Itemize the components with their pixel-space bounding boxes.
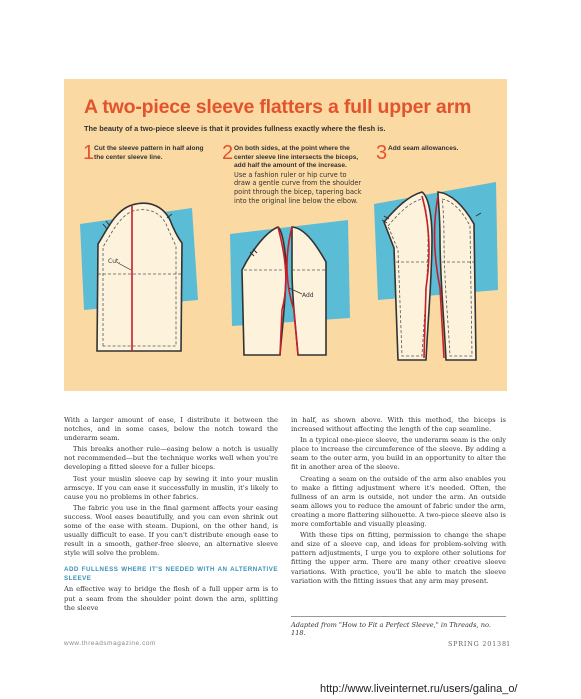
cut-label: Cut. bbox=[108, 258, 121, 265]
source-credit: Adapted from "How to Fit a Perfect Sleeve," in Threads, no. 118. bbox=[291, 616, 506, 637]
sleeve-diagram-2 bbox=[222, 210, 356, 382]
step-2-text bbox=[234, 145, 364, 205]
step-3-bold: Add seam allowances. bbox=[388, 145, 459, 152]
sleeve-diagram-1 bbox=[70, 196, 204, 378]
footer-website: www.threadsmagazine.com bbox=[64, 640, 156, 647]
paragraph: in half, as shown above. With this method, the biceps is increased without affecting the length of the cap seamline. bbox=[291, 416, 506, 434]
step-3-text bbox=[388, 145, 498, 154]
step-1-bold: Cut the sleeve pattern in half along the center sleeve line. bbox=[94, 145, 204, 161]
step-1-number: 1 bbox=[83, 142, 95, 164]
paragraph: With a larger amount of ease, I distribute it between the notches, and in some cases, below the notch toward the underarm seam. bbox=[64, 416, 278, 443]
step-2-extra: Use a fashion ruler or hip curve to draw a gentle curve from the shoulder point through the bicep, tapering back into the original line below the elbow. bbox=[234, 170, 362, 205]
paragraph: Creating a seam on the outside of the arm also enables you to make a fitting adjustment where it's needed. Often, the fullness of an arm is outside, not under the arm. An outside seam allows you to reduce the amount of fabric under the arm, creating a more flattering silhouette. A two-piece sleeve also is more comfortable and visually pleasing. bbox=[291, 474, 506, 529]
watermark-url: http://www.liveinternet.ru/users/galina_o/ bbox=[320, 683, 518, 695]
step-1-text bbox=[94, 145, 204, 162]
figure-subtitle: The beauty of a two-piece sleeve is that it provides fullness exactly where the flesh is. bbox=[84, 124, 386, 133]
article-column-1 bbox=[64, 416, 278, 615]
paragraph: An effective way to bridge the flesh of a full upper arm is to put a seam from the shoulder point down the arm, splitting the sleeve bbox=[64, 585, 278, 612]
paragraph: With these tips on fitting, permission to change the shape and size of a sleeve cap, and ideas for problem-solving with pattern adjustments, I urge you to explore other solutions for fitting the upper arm. There are many other creative sleeve variations. With practice, you'll be able to match the sleeve variation with the fitting issues that any arm may present. bbox=[291, 531, 506, 585]
article-column-2 bbox=[291, 416, 506, 588]
sleeve-diagram-3 bbox=[370, 178, 504, 374]
section-heading: ADD FULLNESS WHERE IT'S NEEDED WITH AN ALTERNATIVE SLEEVE bbox=[64, 566, 278, 583]
paragraph: Test your muslin sleeve cap by sewing it into your muslin armscye. If you can ease it successfully in muslin, it's likely to cause you no problems in other fabrics. bbox=[64, 474, 278, 501]
paragraph: This breaks another rule—easing below a notch is usually not recommended—but the technique works well when you're developing a fitted sleeve for a fuller biceps. bbox=[64, 445, 278, 472]
step-3-number: 3 bbox=[376, 142, 388, 164]
figure-title: A two-piece sleeve flatters a full upper arm bbox=[84, 96, 472, 118]
add-label: Add bbox=[302, 292, 314, 299]
paragraph: In a typical one-piece sleeve, the underarm seam is the only place to increase the circumference of the sleeve. By adding a seam to the outer arm, you build in an opportunity to alter the fit in another area of the sleeve. bbox=[291, 436, 506, 472]
step-2-number: 2 bbox=[222, 142, 234, 164]
step-2-bold: On both sides, at the point where the center sleeve line intersects the biceps, add half the amount of the increase. bbox=[234, 145, 359, 170]
paragraph: The fabric you use in the final garment affects your easing success. Wool eases beautifully, and you can even shrink out some of the ease with steam. Dupioni, on the other hand, is usually difficult to ease. If you can't distribute enough ease to result in a smooth, gather-free sleeve, an alternative sleeve style will solve the problem. bbox=[64, 503, 278, 558]
footer-issue: SPRING 2013 bbox=[448, 640, 502, 648]
page-number: 81 bbox=[502, 640, 511, 648]
